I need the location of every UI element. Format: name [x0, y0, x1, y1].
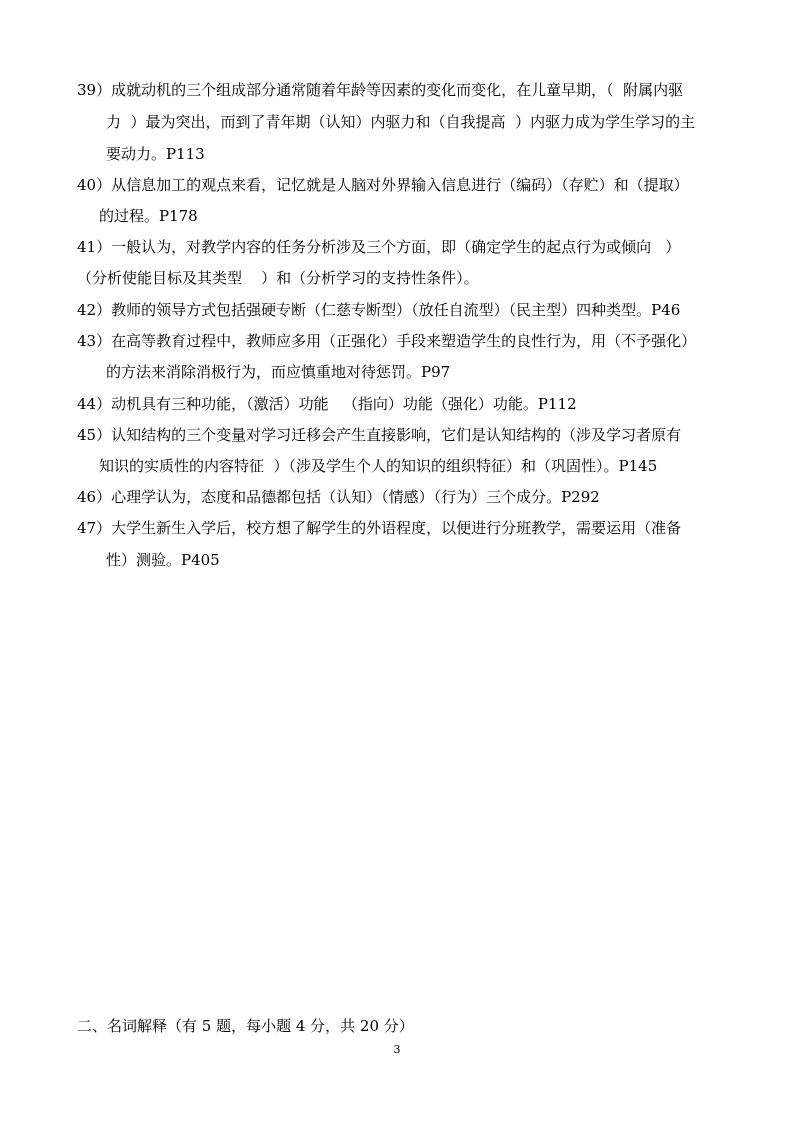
question-46-line-1: 46）心理学认为，态度和品德都包括（认知）（情感）（行为）三个成分。P292 — [77, 488, 600, 506]
question-44-line-1: 44）动机具有三种功能，（激活）功能 （指向）功能（强化）功能。P112 — [77, 395, 577, 413]
section-heading: 二、名词解释（有 5 题，每小题 4 分，共 20 分） — [77, 1017, 414, 1035]
question-39-line-1: 39）成就动机的三个组成部分通常随着年龄等因素的变化而变化，在儿童早期，（ 附属内驱 — [77, 81, 684, 99]
question-39-line-2: 力 ）最为突出，而到了青年期（认知）内驱力和（自我提高 ）内驱力成为学生学习的主 — [106, 113, 696, 131]
question-41-line-2: （分析使能目标及其类型 ）和（分析学习的支持性条件）。 — [77, 269, 479, 287]
question-45-line-1: 45）认知结构的三个变量对学习迁移会产生直接影响，它们是认知结构的（涉及学习者原有 — [77, 426, 682, 444]
question-45-line-2: 知识的实质性的内容特征 ）（涉及学生个人的知识的组织特征）和（巩固性）。P145 — [99, 457, 658, 475]
question-39-line-3: 要动力。P113 — [106, 145, 205, 163]
question-41-line-1: 41）一般认为，对教学内容的任务分析涉及三个方面，即（确定学生的起点行为或倾向 ） — [77, 238, 681, 256]
question-42-line-1: 42）教师的领导方式包括强硬专断（仁慈专断型）（放任自流型）（民主型）四种类型。P46 — [77, 301, 681, 319]
question-43-line-1: 43）在高等教育过程中，教师应多用（正强化）手段来塑造学生的良性行为，用（不予强化） — [77, 332, 697, 350]
question-40-line-2: 的过程。P178 — [99, 207, 198, 225]
question-47-line-1: 47）大学生新生入学后，校方想了解学生的外语程度，以便进行分班教学，需要运用（准备 — [77, 519, 682, 537]
question-43-line-2: 的方法来消除消极行为，而应慎重地对待惩罚。P97 — [106, 363, 451, 381]
page-number: 3 — [393, 1043, 401, 1056]
question-47-line-2: 性）测验。P405 — [106, 551, 220, 569]
question-40-line-1: 40）从信息加工的观点来看，记忆就是人脑对外界输入信息进行（编码）（存贮）和（提取） — [77, 176, 689, 194]
